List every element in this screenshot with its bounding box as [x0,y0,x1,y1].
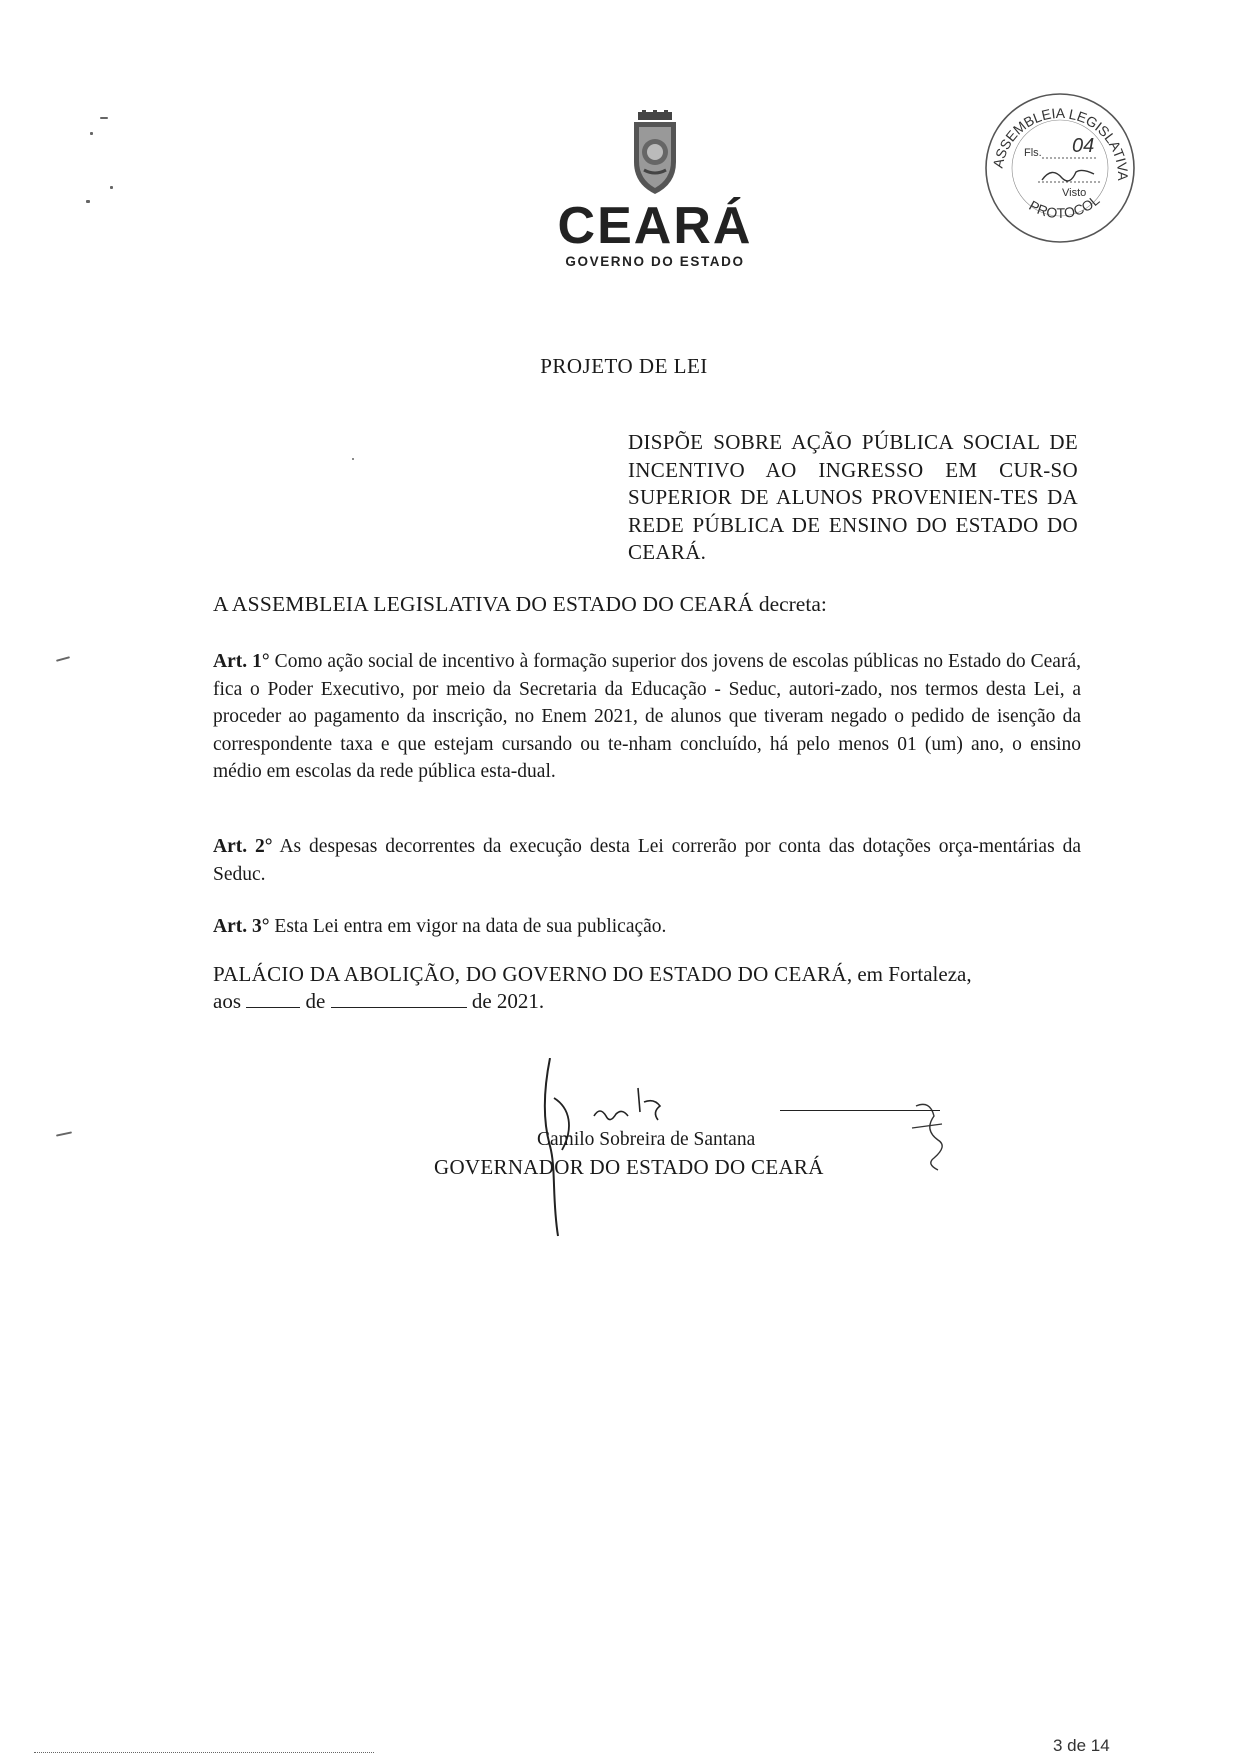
closing-year: de 2021. [471,989,545,1013]
day-blank [246,991,300,1008]
article-3 [213,913,1081,941]
stamp-arc-bottom: PROTOCOL [1026,191,1103,222]
article-2 [213,833,1081,888]
page-title: PROJETO DE LEI [540,354,708,378]
closing-palace: PALÁCIO DA ABOLIÇÃO, DO GOVERNO DO ESTADO DO CEARÁ [213,962,847,986]
signature-line [780,1110,940,1111]
decree-statement [213,592,827,617]
closing-de: de [305,989,326,1013]
article-label: Art. 3° [213,916,270,937]
closing-statement [213,961,1081,1015]
stamp-visto-label: Visto [1062,187,1087,199]
stamp-fls-value: 04 [1072,135,1095,157]
scan-speck [56,1131,72,1136]
scan-speck [100,117,108,119]
state-name: CEARÁ [557,197,753,255]
article-text: Esta Lei entra em vigor na data de sua publicação. [269,916,667,937]
state-logo [540,110,770,280]
scan-speck [352,458,354,460]
closing-city: , em Fortaleza, [846,962,972,986]
article-text: Como ação social de incentivo à formação superior dos jovens de escolas públicas no Estado do Ceará, fica o Poder Executivo, por meio da Secretaria da Educação - Seduc, autori-zado, nos termos desta Lei, a proceder ao pagamento da inscrição, no Enem 2021, de alunos que tiveram negado o pedido de isenção da correspondente taxa e que estejam cursando ou te-nham concluído, há pelo menos 01 (um) ano, o ensino médio em escolas da rede pública esta-dual. [213,651,1081,782]
scan-speck [90,132,93,135]
signatory-role: GOVERNADOR DO ESTADO DO CEARÁ [434,1155,824,1179]
scan-speck [110,186,113,189]
decree-verb: decreta: [753,592,827,616]
article-label: Art. 1° [213,651,270,672]
article-text: As despesas decorrentes da execução desta Lei correrão por conta das dotações orça-mentárias da Seduc. [213,836,1081,885]
decree-authority: A ASSEMBLEIA LEGISLATIVA DO ESTADO DO CEARÁ [213,592,754,616]
protocol-stamp [980,88,1140,248]
state-subtitle: GOVERNO DO ESTADO [565,254,745,269]
article-1 [213,648,1081,786]
scan-speck [86,200,90,203]
stamp-arc-top: ASSEMBLEIA LEGISLATIVA [989,104,1132,180]
article-label: Art. 2° [213,836,273,857]
signatory-name: Camilo Sobreira de Santana [537,1129,756,1150]
scan-speck [56,656,70,662]
closing-aos: aos [213,989,241,1013]
page-number: 3 de 14 [1053,1736,1110,1755]
footer-rule [34,1752,374,1753]
state-coat-of-arms-icon [620,110,690,198]
stamp-fls-label: Fls. [1024,147,1042,159]
ementa: DISPÕE SOBRE AÇÃO PÚBLICA SOCIAL DE INCENTIVO AO INGRESSO EM CUR-SO SUPERIOR DE ALUNOS PROVENIEN-TES DA REDE PÚBLICA DE ENSINO DO ESTADO DO CEARÁ. [628,430,1078,564]
month-blank [331,991,467,1008]
